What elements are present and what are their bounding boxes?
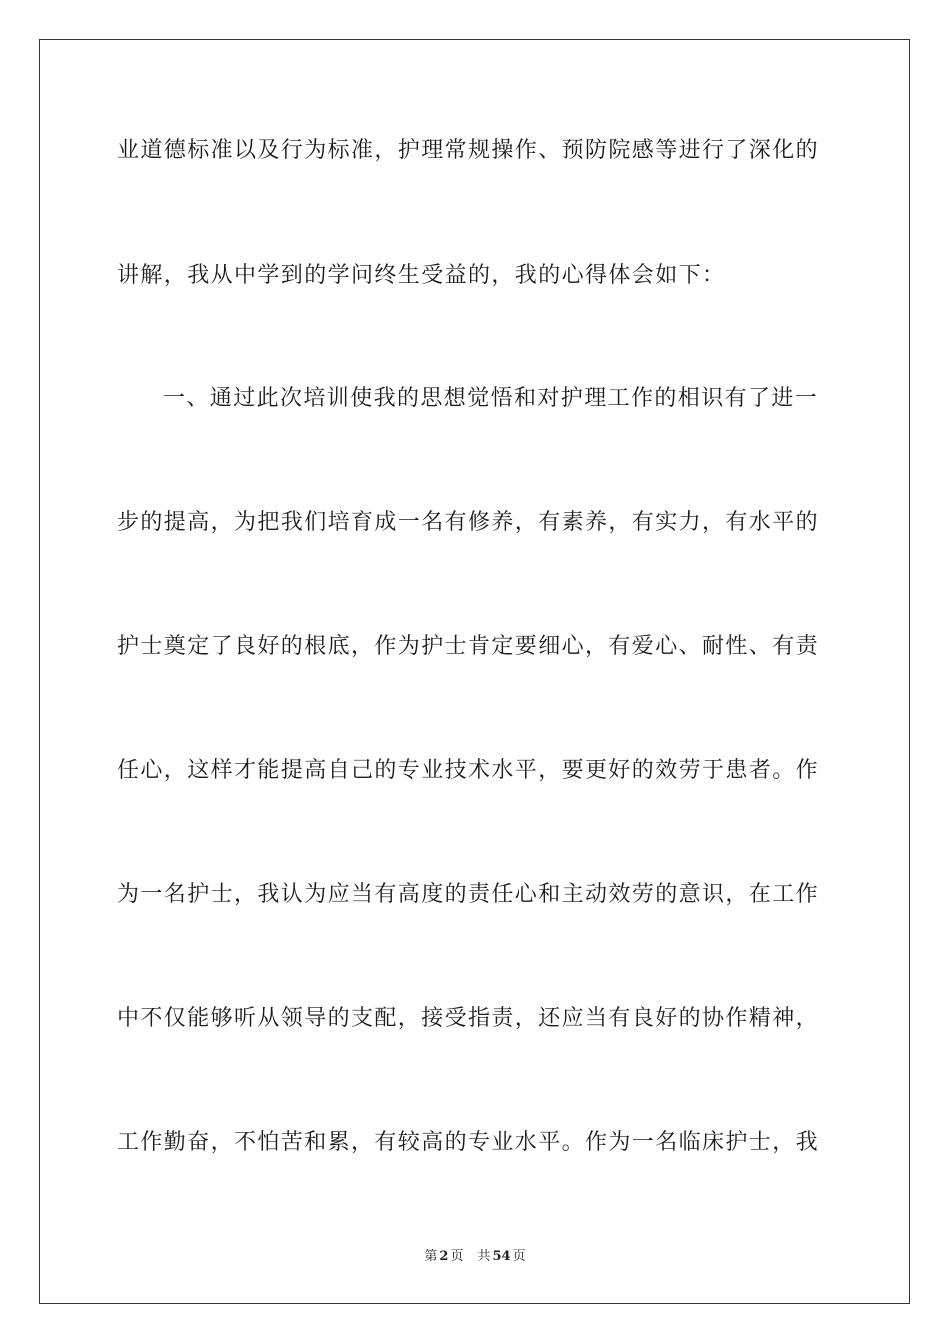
paragraph-line-7: 为一名护士，我认为应当有高度的责任心和主动效劳的意识，在工作 [117, 882, 820, 907]
total-prefix: 共 [477, 1249, 491, 1264]
total-suffix: 页 [512, 1249, 526, 1264]
paragraph-line-5: 护士奠定了良好的根底，作为护士肯定要细心，有爱心、耐性、有责 [117, 634, 820, 659]
paragraph-line-3: 一、通过此次培训使我的思想觉悟和对护理工作的相识有了进一 [163, 386, 819, 411]
paragraph-line-4: 步的提高，为把我们培育成一名有修养，有素养，有实力，有水平的 [117, 510, 820, 535]
paragraph-line-1: 业道德标准以及行为标准，护理常规操作、预防院感等进行了深化的 [117, 138, 820, 163]
total-pages: 54 [492, 1249, 511, 1264]
paragraph-line-9: 工作勤奋，不怕苦和累，有较高的专业水平。作为一名临床护士，我 [117, 1130, 820, 1155]
page-footer [0, 1249, 950, 1265]
page-border [39, 39, 910, 1304]
paragraph-line-8: 中不仅能够听从领导的支配，接受指责，还应当有良好的协作精神， [117, 1006, 820, 1031]
page-number: 2 [439, 1249, 449, 1264]
page-prefix: 第 [424, 1249, 438, 1264]
paragraph-line-6: 任心，这样才能提高自己的专业技术水平，要更好的效劳于患者。作 [117, 758, 820, 783]
paragraph-line-2: 讲解，我从中学到的学问终生受益的，我的心得体会如下： [117, 263, 726, 288]
page-suffix: 页 [450, 1249, 464, 1264]
